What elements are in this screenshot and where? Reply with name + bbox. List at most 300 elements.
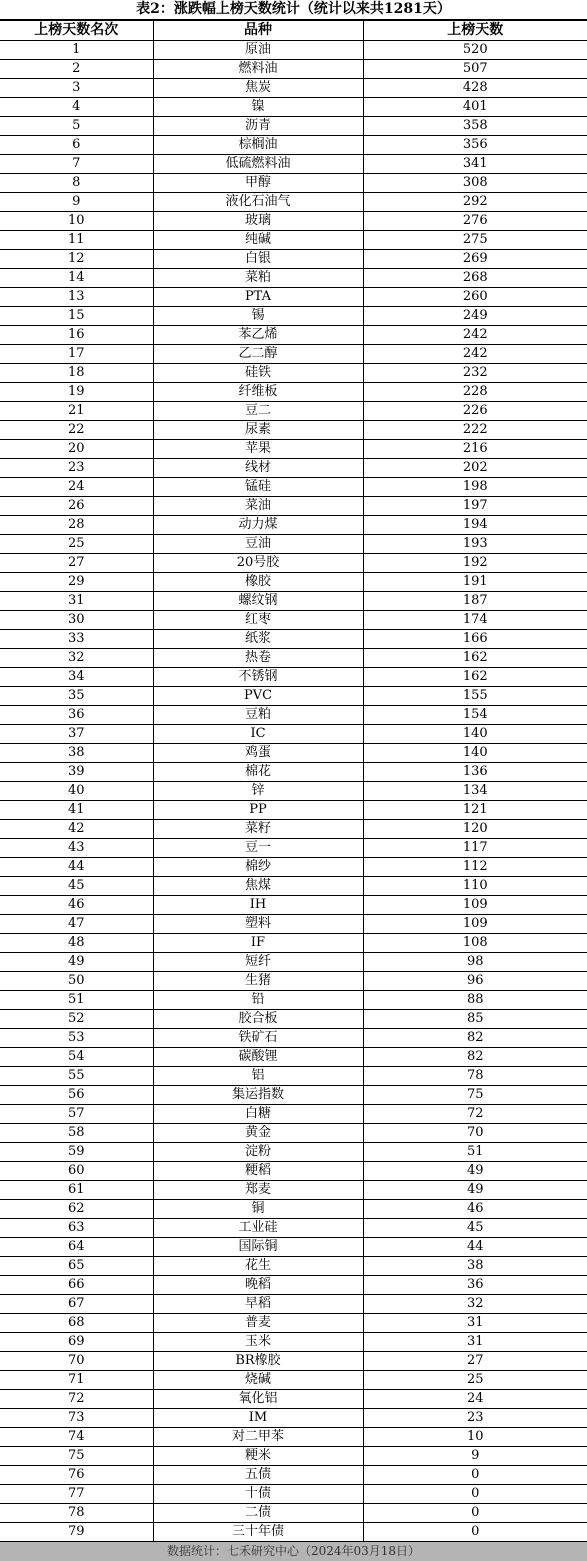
table-row xyxy=(0,782,587,801)
rank-cell: 5 xyxy=(0,117,153,136)
variety-cell: 锡 xyxy=(153,307,363,326)
rank-cell: 76 xyxy=(0,1466,153,1485)
days-cell: 198 xyxy=(363,478,587,497)
days-cell: 507 xyxy=(363,60,587,79)
rank-cell: 78 xyxy=(0,1504,153,1523)
rank-cell: 2 xyxy=(0,60,153,79)
variety-cell: 锰硅 xyxy=(153,478,363,497)
rank-cell: 59 xyxy=(0,1143,153,1162)
rank-cell: 34 xyxy=(0,668,153,687)
table-row xyxy=(0,1428,587,1447)
variety-cell: 短纤 xyxy=(153,953,363,972)
days-cell: 140 xyxy=(363,725,587,744)
variety-cell: IF xyxy=(153,934,363,953)
table-row xyxy=(0,478,587,497)
rank-cell: 43 xyxy=(0,839,153,858)
variety-cell: 螺纹钢 xyxy=(153,592,363,611)
rank-cell: 14 xyxy=(0,269,153,288)
days-cell: 51 xyxy=(363,1143,587,1162)
table-row xyxy=(0,535,587,554)
table-row xyxy=(0,1086,587,1105)
rank-cell: 52 xyxy=(0,1010,153,1029)
rank-cell: 51 xyxy=(0,991,153,1010)
rank-cell: 63 xyxy=(0,1219,153,1238)
table-row xyxy=(0,1219,587,1238)
variety-cell: IM xyxy=(153,1409,363,1428)
rank-cell: 69 xyxy=(0,1333,153,1352)
table-row xyxy=(0,972,587,991)
table-row xyxy=(0,421,587,440)
days-cell: 194 xyxy=(363,516,587,535)
table-row xyxy=(0,725,587,744)
days-cell: 110 xyxy=(363,877,587,896)
table-row xyxy=(0,1314,587,1333)
rank-cell: 15 xyxy=(0,307,153,326)
variety-cell: 焦炭 xyxy=(153,79,363,98)
days-cell: 232 xyxy=(363,364,587,383)
rank-cell: 70 xyxy=(0,1352,153,1371)
days-cell: 36 xyxy=(363,1276,587,1295)
days-cell: 25 xyxy=(363,1371,587,1390)
variety-cell: 铁矿石 xyxy=(153,1029,363,1048)
days-cell: 85 xyxy=(363,1010,587,1029)
table-row xyxy=(0,307,587,326)
rank-cell: 16 xyxy=(0,326,153,345)
table-row xyxy=(0,1238,587,1257)
days-cell: 242 xyxy=(363,345,587,364)
table-row xyxy=(0,744,587,763)
table-header xyxy=(0,21,587,41)
table-row xyxy=(0,1143,587,1162)
table-row xyxy=(0,345,587,364)
variety-cell: 苯乙烯 xyxy=(153,326,363,345)
variety-cell: 郑麦 xyxy=(153,1181,363,1200)
table-row xyxy=(0,1105,587,1124)
variety-cell: 焦煤 xyxy=(153,877,363,896)
table-row xyxy=(0,1504,587,1523)
table-row xyxy=(0,706,587,725)
variety-cell: 铝 xyxy=(153,1067,363,1086)
table-row xyxy=(0,269,587,288)
days-cell: 121 xyxy=(363,801,587,820)
rank-cell: 30 xyxy=(0,611,153,630)
rank-cell: 3 xyxy=(0,79,153,98)
variety-cell: 橡胶 xyxy=(153,573,363,592)
days-cell: 401 xyxy=(363,98,587,117)
variety-cell: 豆粕 xyxy=(153,706,363,725)
variety-cell: 锌 xyxy=(153,782,363,801)
rank-cell: 49 xyxy=(0,953,153,972)
days-cell: 32 xyxy=(363,1295,587,1314)
header-row xyxy=(0,21,587,41)
table-row xyxy=(0,402,587,421)
rank-cell: 27 xyxy=(0,554,153,573)
variety-cell: 菜油 xyxy=(153,497,363,516)
variety-cell: 原油 xyxy=(153,41,363,60)
table-row xyxy=(0,1352,587,1371)
rank-cell: 9 xyxy=(0,193,153,212)
rank-cell: 41 xyxy=(0,801,153,820)
table-row xyxy=(0,383,587,402)
days-cell: 162 xyxy=(363,668,587,687)
rank-cell: 1 xyxy=(0,41,153,60)
rank-cell: 20 xyxy=(0,440,153,459)
table-row xyxy=(0,60,587,79)
days-cell: 166 xyxy=(363,630,587,649)
variety-cell: 豆二 xyxy=(153,402,363,421)
days-cell: 108 xyxy=(363,934,587,953)
table-row xyxy=(0,1181,587,1200)
variety-cell: 工业硅 xyxy=(153,1219,363,1238)
table-row xyxy=(0,896,587,915)
variety-cell: 三十年债 xyxy=(153,1523,363,1542)
variety-cell: 低硫燃料油 xyxy=(153,155,363,174)
rank-cell: 17 xyxy=(0,345,153,364)
days-cell: 120 xyxy=(363,820,587,839)
days-cell: 70 xyxy=(363,1124,587,1143)
variety-cell: 棉花 xyxy=(153,763,363,782)
days-cell: 428 xyxy=(363,79,587,98)
table-row xyxy=(0,611,587,630)
variety-cell: IH xyxy=(153,896,363,915)
table-row xyxy=(0,1162,587,1181)
days-cell: 192 xyxy=(363,554,587,573)
table-row xyxy=(0,212,587,231)
rank-cell: 44 xyxy=(0,858,153,877)
days-cell: 140 xyxy=(363,744,587,763)
table-row xyxy=(0,516,587,535)
table-row xyxy=(0,1333,587,1352)
rank-cell: 50 xyxy=(0,972,153,991)
days-cell: 202 xyxy=(363,459,587,478)
rank-cell: 42 xyxy=(0,820,153,839)
variety-cell: 花生 xyxy=(153,1257,363,1276)
table-row xyxy=(0,1257,587,1276)
table-row xyxy=(0,1048,587,1067)
table-row xyxy=(0,687,587,706)
table-row xyxy=(0,1029,587,1048)
days-cell: 268 xyxy=(363,269,587,288)
days-cell: 269 xyxy=(363,250,587,269)
days-cell: 292 xyxy=(363,193,587,212)
header-days: 上榜天数 xyxy=(363,21,587,41)
rank-cell: 38 xyxy=(0,744,153,763)
table-row xyxy=(0,820,587,839)
days-cell: 276 xyxy=(363,212,587,231)
footer-source: 数据统计：七禾研究中心（2024年03月18日） xyxy=(0,1542,587,1561)
variety-cell: 豆油 xyxy=(153,535,363,554)
table-row xyxy=(0,440,587,459)
variety-cell: 铅 xyxy=(153,991,363,1010)
days-cell: 155 xyxy=(363,687,587,706)
days-cell: 0 xyxy=(363,1485,587,1504)
variety-cell: 国际铜 xyxy=(153,1238,363,1257)
rank-cell: 65 xyxy=(0,1257,153,1276)
rank-cell: 39 xyxy=(0,763,153,782)
rank-cell: 32 xyxy=(0,649,153,668)
table-row xyxy=(0,630,587,649)
days-cell: 191 xyxy=(363,573,587,592)
days-cell: 44 xyxy=(363,1238,587,1257)
rank-cell: 46 xyxy=(0,896,153,915)
table-row xyxy=(0,250,587,269)
variety-cell: 胶合板 xyxy=(153,1010,363,1029)
variety-cell: 二债 xyxy=(153,1504,363,1523)
table-row xyxy=(0,877,587,896)
rank-cell: 26 xyxy=(0,497,153,516)
rank-cell: 66 xyxy=(0,1276,153,1295)
variety-cell: 铜 xyxy=(153,1200,363,1219)
variety-cell: 液化石油气 xyxy=(153,193,363,212)
rank-cell: 73 xyxy=(0,1409,153,1428)
variety-cell: 对二甲苯 xyxy=(153,1428,363,1447)
days-cell: 27 xyxy=(363,1352,587,1371)
table-row xyxy=(0,1124,587,1143)
rank-cell: 53 xyxy=(0,1029,153,1048)
days-cell: 162 xyxy=(363,649,587,668)
days-cell: 98 xyxy=(363,953,587,972)
days-cell: 174 xyxy=(363,611,587,630)
rank-cell: 35 xyxy=(0,687,153,706)
ranking-table xyxy=(0,20,587,1542)
table-row xyxy=(0,459,587,478)
days-cell: 242 xyxy=(363,326,587,345)
rank-cell: 67 xyxy=(0,1295,153,1314)
rank-cell: 55 xyxy=(0,1067,153,1086)
variety-cell: 集运指数 xyxy=(153,1086,363,1105)
table-row xyxy=(0,288,587,307)
variety-cell: 硅铁 xyxy=(153,364,363,383)
rank-cell: 18 xyxy=(0,364,153,383)
days-cell: 187 xyxy=(363,592,587,611)
rank-cell: 79 xyxy=(0,1523,153,1542)
rank-cell: 47 xyxy=(0,915,153,934)
table-row xyxy=(0,1466,587,1485)
rank-cell: 60 xyxy=(0,1162,153,1181)
days-cell: 46 xyxy=(363,1200,587,1219)
rank-cell: 56 xyxy=(0,1086,153,1105)
variety-cell: 镍 xyxy=(153,98,363,117)
rank-cell: 64 xyxy=(0,1238,153,1257)
days-cell: 136 xyxy=(363,763,587,782)
days-cell: 193 xyxy=(363,535,587,554)
days-cell: 82 xyxy=(363,1048,587,1067)
rank-cell: 6 xyxy=(0,136,153,155)
variety-cell: 鸡蛋 xyxy=(153,744,363,763)
variety-cell: IC xyxy=(153,725,363,744)
table-row xyxy=(0,1447,587,1466)
days-cell: 358 xyxy=(363,117,587,136)
table-row xyxy=(0,1200,587,1219)
table-row xyxy=(0,1371,587,1390)
variety-cell: BR橡胶 xyxy=(153,1352,363,1371)
variety-cell: 棉纱 xyxy=(153,858,363,877)
table-row xyxy=(0,554,587,573)
variety-cell: 十债 xyxy=(153,1485,363,1504)
variety-cell: 烧碱 xyxy=(153,1371,363,1390)
rank-cell: 12 xyxy=(0,250,153,269)
variety-cell: 棕榈油 xyxy=(153,136,363,155)
rank-cell: 21 xyxy=(0,402,153,421)
variety-cell: PTA xyxy=(153,288,363,307)
variety-cell: 生猪 xyxy=(153,972,363,991)
rank-cell: 40 xyxy=(0,782,153,801)
variety-cell: 线材 xyxy=(153,459,363,478)
rank-cell: 68 xyxy=(0,1314,153,1333)
rank-cell: 74 xyxy=(0,1428,153,1447)
days-cell: 260 xyxy=(363,288,587,307)
variety-cell: 菜籽 xyxy=(153,820,363,839)
rank-cell: 13 xyxy=(0,288,153,307)
header-rank: 上榜天数名次 xyxy=(0,21,153,41)
variety-cell: 甲醇 xyxy=(153,174,363,193)
variety-cell: 红枣 xyxy=(153,611,363,630)
table-row xyxy=(0,1485,587,1504)
days-cell: 24 xyxy=(363,1390,587,1409)
variety-cell: 碳酸锂 xyxy=(153,1048,363,1067)
days-cell: 216 xyxy=(363,440,587,459)
variety-cell: 动力煤 xyxy=(153,516,363,535)
table-row xyxy=(0,136,587,155)
table-row xyxy=(0,934,587,953)
table-row xyxy=(0,117,587,136)
rank-cell: 23 xyxy=(0,459,153,478)
variety-cell: 豆一 xyxy=(153,839,363,858)
table-row xyxy=(0,1295,587,1314)
days-cell: 82 xyxy=(363,1029,587,1048)
table-row xyxy=(0,193,587,212)
rank-cell: 7 xyxy=(0,155,153,174)
table-row xyxy=(0,858,587,877)
variety-cell: 热卷 xyxy=(153,649,363,668)
rank-cell: 24 xyxy=(0,478,153,497)
variety-cell: PP xyxy=(153,801,363,820)
variety-cell: PVC xyxy=(153,687,363,706)
days-cell: 96 xyxy=(363,972,587,991)
table-row xyxy=(0,801,587,820)
rank-cell: 72 xyxy=(0,1390,153,1409)
variety-cell: 苹果 xyxy=(153,440,363,459)
table-row xyxy=(0,41,587,60)
table-title: 表2：涨跌幅上榜天数统计（统计以来共1281天） xyxy=(0,0,587,20)
table-row xyxy=(0,1276,587,1295)
days-cell: 31 xyxy=(363,1314,587,1333)
rank-cell: 31 xyxy=(0,592,153,611)
rank-cell: 71 xyxy=(0,1371,153,1390)
days-cell: 10 xyxy=(363,1428,587,1447)
table-row xyxy=(0,991,587,1010)
variety-cell: 淀粉 xyxy=(153,1143,363,1162)
days-cell: 0 xyxy=(363,1523,587,1542)
days-cell: 78 xyxy=(363,1067,587,1086)
rank-cell: 75 xyxy=(0,1447,153,1466)
variety-cell: 氧化铝 xyxy=(153,1390,363,1409)
variety-cell: 20号胶 xyxy=(153,554,363,573)
rank-cell: 36 xyxy=(0,706,153,725)
variety-cell: 纯碱 xyxy=(153,231,363,250)
table-row xyxy=(0,364,587,383)
days-cell: 109 xyxy=(363,915,587,934)
days-cell: 45 xyxy=(363,1219,587,1238)
rank-cell: 77 xyxy=(0,1485,153,1504)
table-row xyxy=(0,98,587,117)
days-cell: 308 xyxy=(363,174,587,193)
days-cell: 38 xyxy=(363,1257,587,1276)
rank-cell: 54 xyxy=(0,1048,153,1067)
days-cell: 0 xyxy=(363,1504,587,1523)
table-row xyxy=(0,497,587,516)
days-cell: 197 xyxy=(363,497,587,516)
variety-cell: 粳稻 xyxy=(153,1162,363,1181)
variety-cell: 晚稻 xyxy=(153,1276,363,1295)
variety-cell: 白银 xyxy=(153,250,363,269)
days-cell: 49 xyxy=(363,1162,587,1181)
rank-cell: 19 xyxy=(0,383,153,402)
table-row xyxy=(0,592,587,611)
rank-cell: 22 xyxy=(0,421,153,440)
variety-cell: 白糖 xyxy=(153,1105,363,1124)
days-cell: 117 xyxy=(363,839,587,858)
variety-cell: 乙二醇 xyxy=(153,345,363,364)
variety-cell: 纤维板 xyxy=(153,383,363,402)
rank-cell: 10 xyxy=(0,212,153,231)
days-cell: 75 xyxy=(363,1086,587,1105)
rank-cell: 61 xyxy=(0,1181,153,1200)
variety-cell: 塑料 xyxy=(153,915,363,934)
table-row xyxy=(0,1010,587,1029)
table-row xyxy=(0,155,587,174)
days-cell: 226 xyxy=(363,402,587,421)
rank-cell: 28 xyxy=(0,516,153,535)
table-row xyxy=(0,231,587,250)
variety-cell: 黄金 xyxy=(153,1124,363,1143)
days-cell: 31 xyxy=(363,1333,587,1352)
days-cell: 154 xyxy=(363,706,587,725)
days-cell: 275 xyxy=(363,231,587,250)
variety-cell: 不锈钢 xyxy=(153,668,363,687)
variety-cell: 沥青 xyxy=(153,117,363,136)
days-cell: 341 xyxy=(363,155,587,174)
table-row xyxy=(0,573,587,592)
rank-cell: 25 xyxy=(0,535,153,554)
days-cell: 0 xyxy=(363,1466,587,1485)
days-cell: 520 xyxy=(363,41,587,60)
table-body xyxy=(0,41,587,1542)
days-cell: 109 xyxy=(363,896,587,915)
table-row xyxy=(0,668,587,687)
table-row xyxy=(0,1523,587,1542)
rank-cell: 48 xyxy=(0,934,153,953)
days-cell: 72 xyxy=(363,1105,587,1124)
table-row xyxy=(0,1390,587,1409)
table-row xyxy=(0,174,587,193)
rank-cell: 4 xyxy=(0,98,153,117)
variety-cell: 纸浆 xyxy=(153,630,363,649)
table-row xyxy=(0,839,587,858)
rank-cell: 29 xyxy=(0,573,153,592)
table-row xyxy=(0,79,587,98)
rank-cell: 57 xyxy=(0,1105,153,1124)
days-cell: 228 xyxy=(363,383,587,402)
rank-cell: 33 xyxy=(0,630,153,649)
variety-cell: 玉米 xyxy=(153,1333,363,1352)
variety-cell: 五债 xyxy=(153,1466,363,1485)
days-cell: 23 xyxy=(363,1409,587,1428)
days-cell: 49 xyxy=(363,1181,587,1200)
header-variety: 品种 xyxy=(153,21,363,41)
table-row xyxy=(0,763,587,782)
rank-cell: 62 xyxy=(0,1200,153,1219)
